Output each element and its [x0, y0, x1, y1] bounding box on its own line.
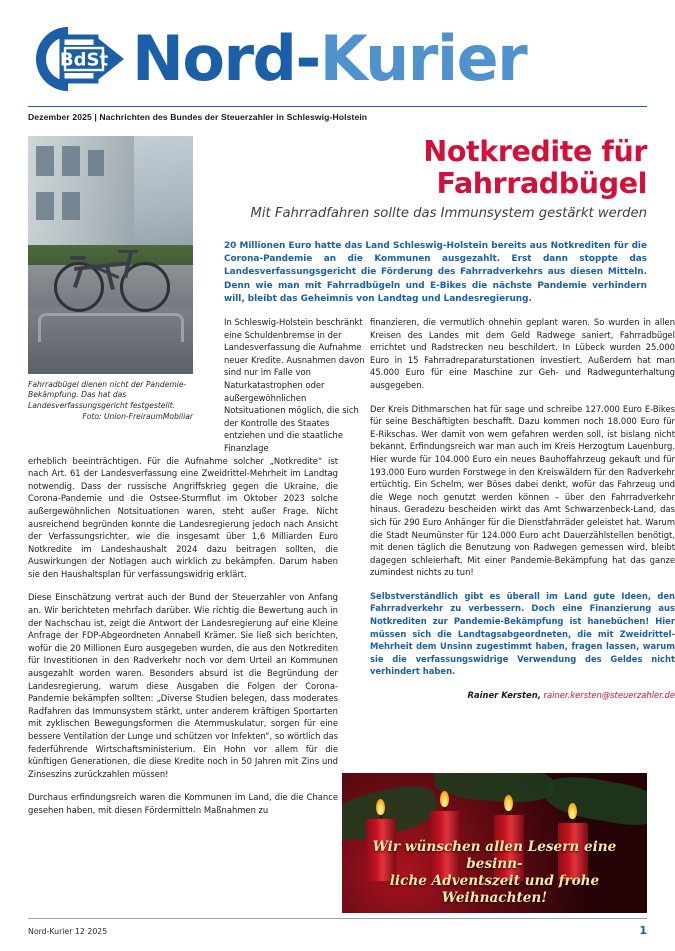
- page-title: [132, 22, 527, 95]
- paragraph-highlight: Selbstverständlich gibt es überall im Land gute Ideen, den Fahrradverkehr zu verbessern. Doch eine Finanzierung aus Notkrediten zur Pandemie-Bekämpfung ist hanebüchen! Hier müssen sich die Landtagsabgeordneten, die mit Zweidrittel-Mehrheit dem Unsinn zugestimmt haben, fragen lassen, warum sie die verfassungswidrige Verwendung des Geldes nicht verhindert haben.: [370, 590, 675, 677]
- photo-bike-handlebar: [118, 250, 138, 253]
- left-column-intro: [224, 316, 369, 455]
- advent-greeting-image: [342, 773, 647, 913]
- photo-window: [62, 192, 80, 220]
- article-subheadline: Mit Fahrradfahren sollte das Immunsystem gestärkt werden: [250, 206, 647, 221]
- photo-bike-bar: [105, 266, 115, 290]
- candle-flame: [376, 799, 385, 815]
- byline: [370, 689, 675, 702]
- photo-caption-text: Fahrradbügel dienen nicht der Pandemie-Bekämpfung. Das hat das Landesverfassungsgericht festgestellt.: [28, 380, 187, 410]
- article-lead-paragraph: 20 Millionen Euro hatte das Land Schleswig-Holstein bereits aus Notkrediten für die Corona-Pandemie an die Kommunen ausgezahlt. Erst dann stoppte das Landesverfassungsgericht die Förderung des Fahrradverkehrs aus diesen Mitteln. Denn wie man mit Fahrradbügeln und E-Bikes die nächste Pandemie verhindern will, bleibt das Geheimnis von Landtag und Landesregierung.: [224, 241, 647, 304]
- footer-page-number: 1: [639, 924, 647, 937]
- paragraph: Durchaus erfindungsreich waren die Kommunen im Land, die die Chance gesehen haben, mit diesen Fördermitteln Maßnahmen zu: [28, 792, 338, 815]
- masthead: [28, 0, 647, 95]
- page-footer: [28, 918, 647, 937]
- article-body: [28, 316, 675, 817]
- advent-greeting-text: [342, 839, 647, 907]
- byline-email[interactable]: rainer.kersten@steuerzahler.de: [543, 690, 675, 701]
- paragraph: In Schleswig-Holstein beschränkt eine Schuldenbremse in der Landesverfassung die Aufnahme neuer Kredite. Ausnahmen davon sind nur im Falle von Naturkatastrophen oder außergewöhnlichen Notsituationen möglich, die sich der Kontrolle des Staates entziehen und die staatliche Finanzlage: [224, 317, 365, 453]
- headline-block: [224, 136, 647, 222]
- advent-greeting-line1: Wir wünschen allen Lesern eine besinn-: [372, 839, 617, 872]
- photo-window: [62, 146, 80, 176]
- candle-flame: [568, 803, 577, 819]
- masthead-subline: Dezember 2025 | Nachrichten des Bundes der Steuerzahler in Schleswig-Holstein: [28, 112, 368, 122]
- paragraph: erheblich beeinträchtigen. Für die Aufnahme solcher „Notkredite“ ist nach Art. 61 der Landesverfassung eine Zweidrittel-Mehrheit im Landtag notwendig. Dass der russische Angriffskrieg gegen die Ukraine, die Corona-Pandemie und die Ostsee-Sturmflut im Oktober 2023 solche außergewöhnlichen Notsituationen waren, steht außer Frage. Nicht ausreichend begründen konnte die Landesregierung jedoch nach Ansicht der Verfassungsrichter, wie die insgesamt über 1,6 Milliarden Euro Notkredite im Landeshaushalt 2024 dazu beitragen sollten, die Auswirkungen der Notlagen auch wirklich zu bekämpfen. Darum haben sie den Haushaltsplan für verfassungswidrig erklärt.: [28, 455, 338, 579]
- photo-credit: Foto: Union-FreiraumMobiliar: [82, 411, 193, 421]
- photo-window: [88, 150, 104, 176]
- left-column: [28, 455, 338, 817]
- bdst-circle-arrow-logo: [32, 23, 128, 95]
- article-headline: Notkredite für Fahrradbügel: [423, 135, 647, 200]
- advent-greeting-line2: liche Adventszeit und frohe Weihnachten!: [389, 873, 600, 906]
- photo-window: [36, 146, 54, 176]
- paragraph: Der Kreis Dithmarschen hat für sage und schreibe 127.000 Euro E-Bikes für seine Beschäftigten beschafft. Dazu kommen noch 18.000 Euro für E-Rikschas. Wer damit von wem gefahren werden soll, ist bislang nicht bekannt. Erfindungsreich war man auch im Kreis Herzogtum Lauenburg. Hier wurde für 104.000 Euro ein neues Bauhoffahrzeug gekauft und für 193.000 Euro wurden Forstwege in den Kreiswäldern für den Radverkehr ertüchtig. Ein Schelm, wer Böses dabei denkt, wofür das Fahrzeug und die Wege noch genutzt werden können – über den Fahrradverkehr hinaus. Geradezu bescheiden wirkt das Amt Schwarzenbeck-Land, das sich für 290 Euro Anhänger für die Dienstfahrräder geleistet hat. Warum die Stadt Neumünster für 124.000 Euro acht Dauerzählstellen benötigt, mit denen täglich die Benutzung von Radwegen gemessen wird, bleibt dagegen schleierhaft. Mit einer Pandemie-Bekämpfung hat das ganze zumindest nichts zu tun!: [370, 403, 675, 578]
- svg-text:BdSt: BdSt: [59, 49, 109, 71]
- masthead-title-part2: Kurier: [319, 22, 527, 95]
- photo-bicycle: [50, 244, 168, 308]
- right-column: [370, 316, 675, 702]
- photo-bike-saddle: [70, 256, 86, 260]
- byline-author: Rainer Kersten: [467, 690, 538, 701]
- byline-separator: ,: [537, 690, 541, 701]
- masthead-title-part1: Nord: [132, 22, 296, 95]
- paragraph: finanzieren, die vermutlich ohnehin geplant waren. So wurden in allen Kreisen des Landes mit dem Geld Radwege saniert, Fahrradbügel errichtet und Radstrecken neu beschildert. In Lübeck wurden 25.000 Euro in 15 Fahrradreparaturstationen investiert. Außerdem hat man 45.000 Euro für eine Maschine zur Geh- und Radwegunterhaltung ausgegeben.: [370, 317, 675, 390]
- footer-divider: [28, 918, 647, 919]
- candle-flame: [504, 795, 513, 811]
- paragraph: Diese Einschätzung vertrat auch der Bund der Steuerzahler von Anfang an. Wir berichteten mehrfach darüber. Wie richtig die Bewertung auch in der Nachschau ist, zeigt die Antwort der Landesregierung auf eine Kleine Anfrage der FDP-Abgeordneten Annabell Krämer. Sie ließ sich berichten, wofür die 20 Millionen Euro ausgegeben wurden, die aus den Notkrediten für Investitionen in den Radverkehr noch vor dem Urteil an Kommunen ausgezahlt worden waren. Besonders absurd ist die Begründung der Landesregierung, warum diese Ausgaben die Folgen der Corona-Pandemie bekämpfen sollten: „Diverse Studien belegen, dass moderates Radfahren das Immunsystem stärkt, unter anderem kräftigen Sportarten mit zyklischen Bewegungsformen die Atemmuskulatur, sorgen für eine bessere Ventilation der Lunge und schützen vor Infekten“, so wörtlich das federführende Wirtschaftsministerium. Ein Hohn vor allem für die künftigen Generationen, die diese Kredite noch in 50 Jahren mit Zins und Zinseszins zurückzahlen müssen!: [28, 592, 338, 779]
- masthead-title-dash: -: [295, 22, 320, 95]
- candle-flame: [440, 791, 449, 807]
- footer-issue-label: Nord-Kurier 12 2025: [28, 927, 108, 936]
- photo-window: [36, 192, 54, 220]
